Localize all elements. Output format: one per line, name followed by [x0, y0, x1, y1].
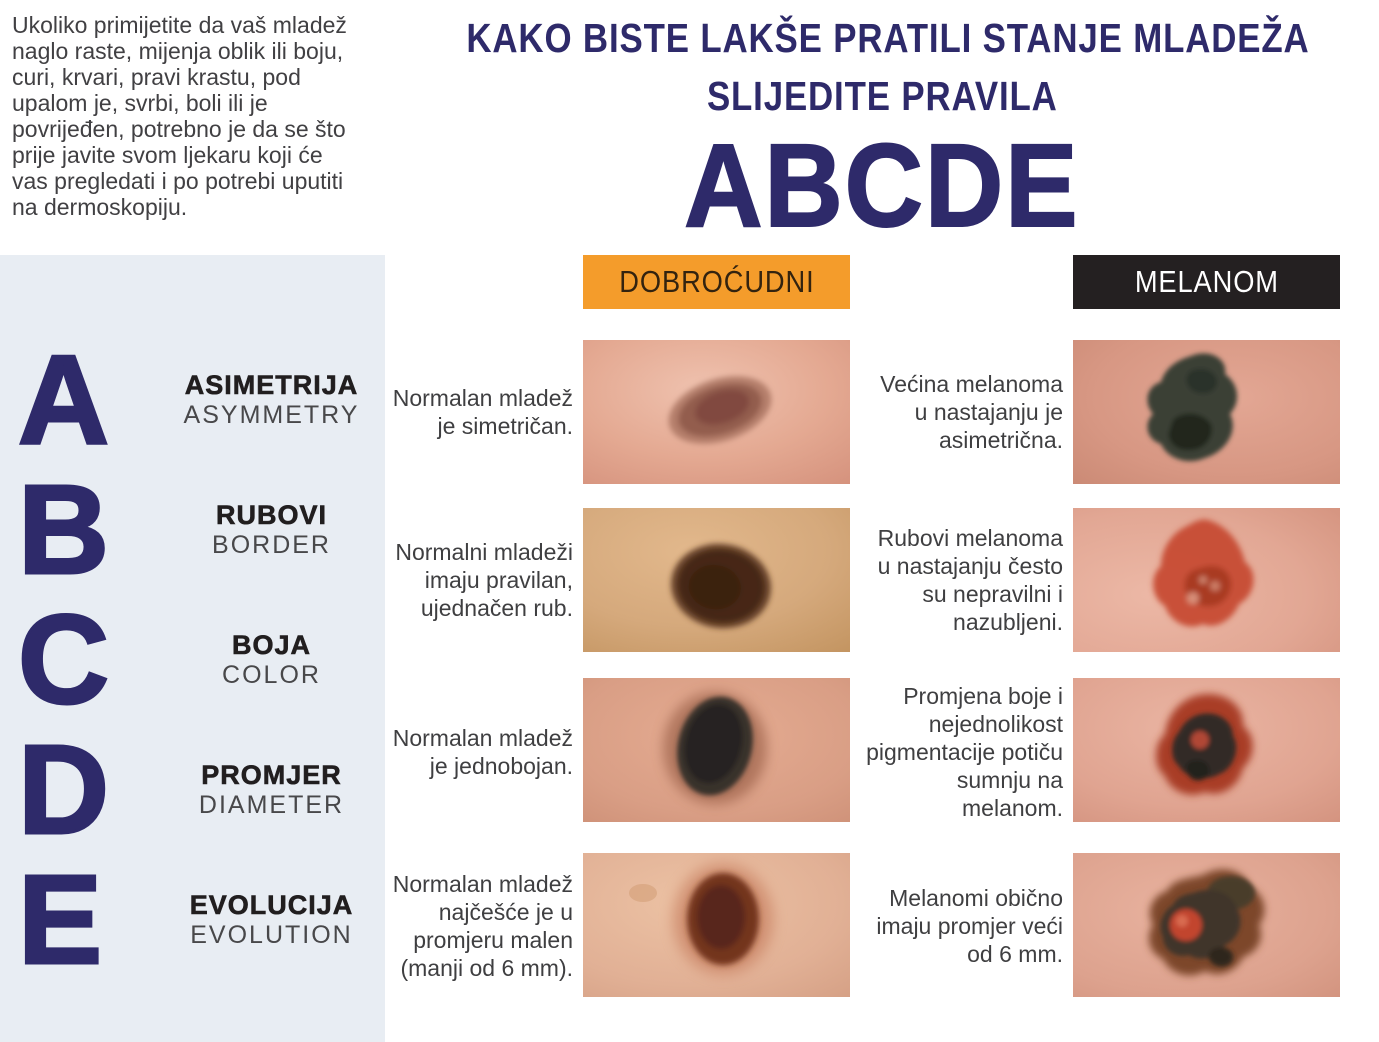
melanoma-border-photo [1073, 508, 1340, 652]
legend-label-en: ASYMMETRY [183, 401, 360, 429]
abcde-legend-panel [0, 255, 385, 1042]
legend-label-en: BORDER [212, 531, 331, 559]
melanoma-diameter-caption: Melanomi obično imaju promjer veći od 6 mm. [876, 884, 1063, 967]
melanoma-column-header-text: MELANOM [1134, 264, 1279, 299]
legend-labels-asymmetry [158, 337, 385, 463]
melanoma-asymmetry-photo [1073, 340, 1340, 484]
legend-label-hr: ASIMETRIJA [184, 370, 359, 400]
melanoma-asymmetry-caption: Većina melanoma u nastajanju je asimetrična. [880, 371, 1063, 453]
legend-letter-d: D [18, 719, 109, 860]
legend-label-hr: RUBOVI [215, 500, 327, 530]
legend-row-border [0, 459, 385, 600]
legend-label-hr: EVOLUCIJA [189, 890, 354, 920]
title-line-2-text: SLIJEDITE PRAVILA [706, 73, 1058, 119]
benign-asymmetry-photo [583, 340, 850, 484]
benign-column-header [583, 255, 850, 309]
benign-border-caption: Normalni mladeži imaju pravilan, ujednačen rub. [395, 539, 573, 621]
legend-label-en: EVOLUTION [190, 921, 353, 949]
legend-label-en: COLOR [222, 661, 321, 689]
legend-letter-a: A [18, 329, 109, 470]
legend-labels-color [158, 597, 385, 723]
main-title [392, 14, 1372, 276]
legend-row-asymmetry [0, 329, 385, 470]
legend-labels-diameter [158, 727, 385, 853]
legend-label-en: DIAMETER [198, 791, 345, 819]
benign-color-photo [583, 678, 850, 822]
intro-paragraph: Ukoliko primijetite da vaš mladež naglo raste, mijenja oblik ili boju, curi, krvari, pravi krastu, pod upalom je, svrbi, boli ili je povrijeđen, potrebno je da se što prije javite svom ljekaru koji će vas pregledati i po potrebi uputiti na dermoskopiju. [12, 12, 347, 220]
legend-labels-evolution [158, 857, 385, 983]
benign-diameter-caption: Normalan mladež najčešće je u promjeru malen (manji od 6 mm). [392, 870, 573, 981]
legend-label-hr: BOJA [231, 630, 311, 660]
benign-color-caption: Normalan mladež je jednobojan. [392, 724, 573, 779]
legend-letter-c: C [18, 589, 109, 730]
melanoma-color-photo [1073, 678, 1340, 822]
melanoma-column-header [1073, 255, 1340, 309]
legend-letter-b: B [18, 459, 109, 600]
benign-column-header-text: DOBROĆUDNI [618, 264, 815, 299]
legend-row-evolution [0, 849, 385, 990]
melanoma-color-caption: Promjena boje i nejednolikost pigmentacije potiču sumnju na melanom. [866, 682, 1063, 821]
melanoma-diameter-photo [1073, 853, 1340, 997]
legend-letter-e: E [18, 849, 103, 990]
benign-asymmetry-caption: Normalan mladež je simetričan. [392, 385, 573, 439]
legend-row-diameter [0, 719, 385, 860]
title-line-1-text: KAKO BISTE LAKŠE PRATILI STANJE MLADEŽA [466, 15, 1310, 61]
melanoma-border-caption: Rubovi melanoma u nastajanju često su nepravilni i nazubljeni. [877, 525, 1063, 635]
benign-border-photo [583, 508, 850, 652]
legend-row-color [0, 589, 385, 730]
title-acronym-text: ABCDE [684, 120, 1080, 252]
benign-diameter-photo [583, 853, 850, 997]
title-line-1 [392, 14, 1372, 72]
legend-label-hr: PROMJER [201, 760, 342, 790]
legend-labels-border [158, 467, 385, 593]
